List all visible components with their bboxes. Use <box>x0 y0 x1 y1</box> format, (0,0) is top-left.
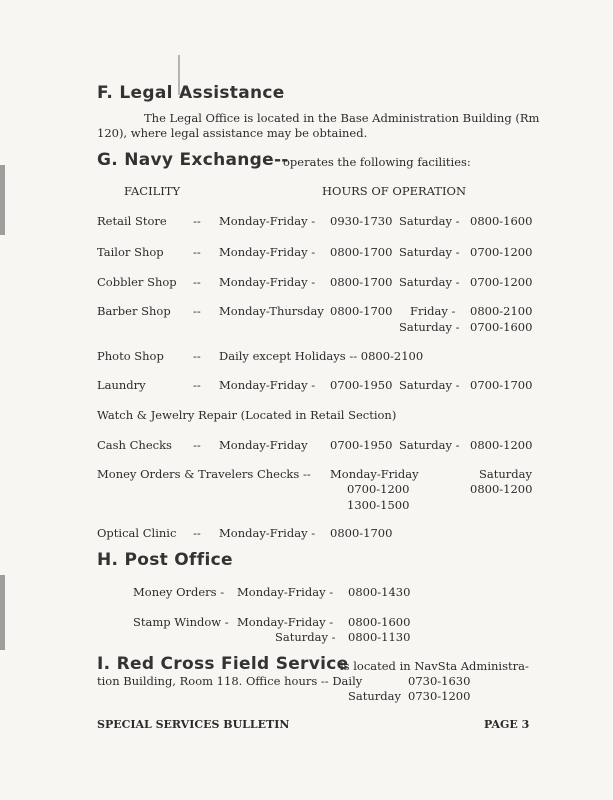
facility-name: Cobbler Shop <box>97 275 177 289</box>
post-office-heading: H. Post Office <box>97 550 233 570</box>
friday-label: Friday - <box>410 304 456 318</box>
facility-name: Optical Clinic <box>97 526 177 540</box>
red-cross-saturday-time: 0730-1200 <box>408 689 471 703</box>
scan-mark-left-top <box>0 165 5 235</box>
saturday-time: 0800-1200 <box>470 482 533 496</box>
weekday-time: 0800-1700 <box>330 304 393 318</box>
weekday-time: 0800-1700 <box>330 526 393 540</box>
saturday-label: Saturday - <box>399 438 460 452</box>
saturday-time: 0800-1600 <box>470 214 533 228</box>
facility-name: Laundry <box>97 378 146 392</box>
saturday-label: Saturday <box>479 467 532 481</box>
facility-name: Money Orders & Travelers Checks -- <box>97 467 311 481</box>
stamp-window-days: Monday-Friday - <box>237 615 334 629</box>
friday-time: 0800-2100 <box>470 304 533 318</box>
row-dash: -- <box>193 304 201 318</box>
facility-name: Tailor Shop <box>97 245 164 259</box>
weekday-range: Monday-Friday - <box>219 214 316 228</box>
facility-name: Photo Shop <box>97 349 164 363</box>
column-header-hours: HOURS OF OPERATION <box>322 184 467 198</box>
facility-name: Cash Checks <box>97 438 172 452</box>
weekday-time: 0700-1950 <box>330 438 393 452</box>
weekday-range: Monday-Friday - <box>219 275 316 289</box>
row-dash: -- <box>193 275 201 289</box>
row-dash: -- <box>193 214 201 228</box>
saturday-time: 0700-1200 <box>470 245 533 259</box>
money-orders-days: Monday-Friday - <box>237 585 334 599</box>
weekday-range: Monday-Thursday <box>219 304 324 318</box>
saturday-time: 0800-1200 <box>470 438 533 452</box>
row-dash: -- <box>193 526 201 540</box>
saturday-time: 0700-1600 <box>470 320 533 334</box>
column-header-facility: FACILITY <box>124 184 181 198</box>
facility-name: Barber Shop <box>97 304 171 318</box>
weekday-range: Monday-Friday - <box>219 526 316 540</box>
saturday-time: 0700-1700 <box>470 378 533 392</box>
stamp-window-label: Stamp Window - <box>133 615 229 629</box>
weekday-time: 0700-1950 <box>330 378 393 392</box>
facility-name: Retail Store <box>97 214 167 228</box>
weekday-time-afternoon: 1300-1500 <box>347 498 410 512</box>
footer-bulletin-title: SPECIAL SERVICES BULLETIN <box>97 718 290 731</box>
exchange-intro: operates the following facilities: <box>283 155 471 169</box>
saturday-label: Saturday - <box>399 378 460 392</box>
saturday-label: Saturday - <box>399 320 460 334</box>
weekday-range: Monday-Friday - <box>219 245 316 259</box>
saturday-label: Saturday - <box>399 214 460 228</box>
legal-line-1: The Legal Office is located in the Base Administration Building (Rm <box>144 111 540 125</box>
red-cross-text-1: is located in NavSta Administra- <box>340 659 529 673</box>
red-cross-heading: I. Red Cross Field Service <box>97 654 349 674</box>
daily-hours: Daily except Holidays -- 0800-2100 <box>219 349 424 363</box>
row-dash: -- <box>193 349 201 363</box>
red-cross-daily-time: 0730-1630 <box>408 674 471 688</box>
facility-name: Watch & Jewelry Repair (Located in Retail Section) <box>97 408 397 422</box>
weekday-time: 0930-1730 <box>330 214 393 228</box>
money-orders-time: 0800-1430 <box>348 585 411 599</box>
weekday-time: 0800-1700 <box>330 275 393 289</box>
red-cross-saturday-label: Saturday <box>348 689 401 703</box>
row-dash: -- <box>193 245 201 259</box>
stamp-window-time: 0800-1600 <box>348 615 411 629</box>
row-dash: -- <box>193 438 201 452</box>
saturday-label: Saturday - <box>399 275 460 289</box>
row-dash: -- <box>193 378 201 392</box>
weekday-range: Monday-Friday - <box>219 378 316 392</box>
weekday-time: 0700-1200 <box>347 482 410 496</box>
weekday-time: 0800-1700 <box>330 245 393 259</box>
weekday-range: Monday-Friday <box>330 467 419 481</box>
weekday-range: Monday-Friday <box>219 438 308 452</box>
money-orders-label: Money Orders - <box>133 585 225 599</box>
stamp-window-saturday: Saturday - <box>275 630 336 644</box>
red-cross-text-2: tion Building, Room 118. Office hours -- Daily <box>97 674 363 688</box>
stamp-window-saturday-time: 0800-1130 <box>348 630 411 644</box>
legal-line-2: 120), where legal assistance may be obtained. <box>97 126 368 140</box>
saturday-time: 0700-1200 <box>470 275 533 289</box>
exchange-heading: G. Navy Exchange-- <box>97 150 289 170</box>
saturday-label: Saturday - <box>399 245 460 259</box>
footer-page-number: PAGE 3 <box>484 718 530 731</box>
legal-heading: F. Legal Assistance <box>97 83 285 103</box>
scan-mark-left-bottom <box>0 575 5 650</box>
